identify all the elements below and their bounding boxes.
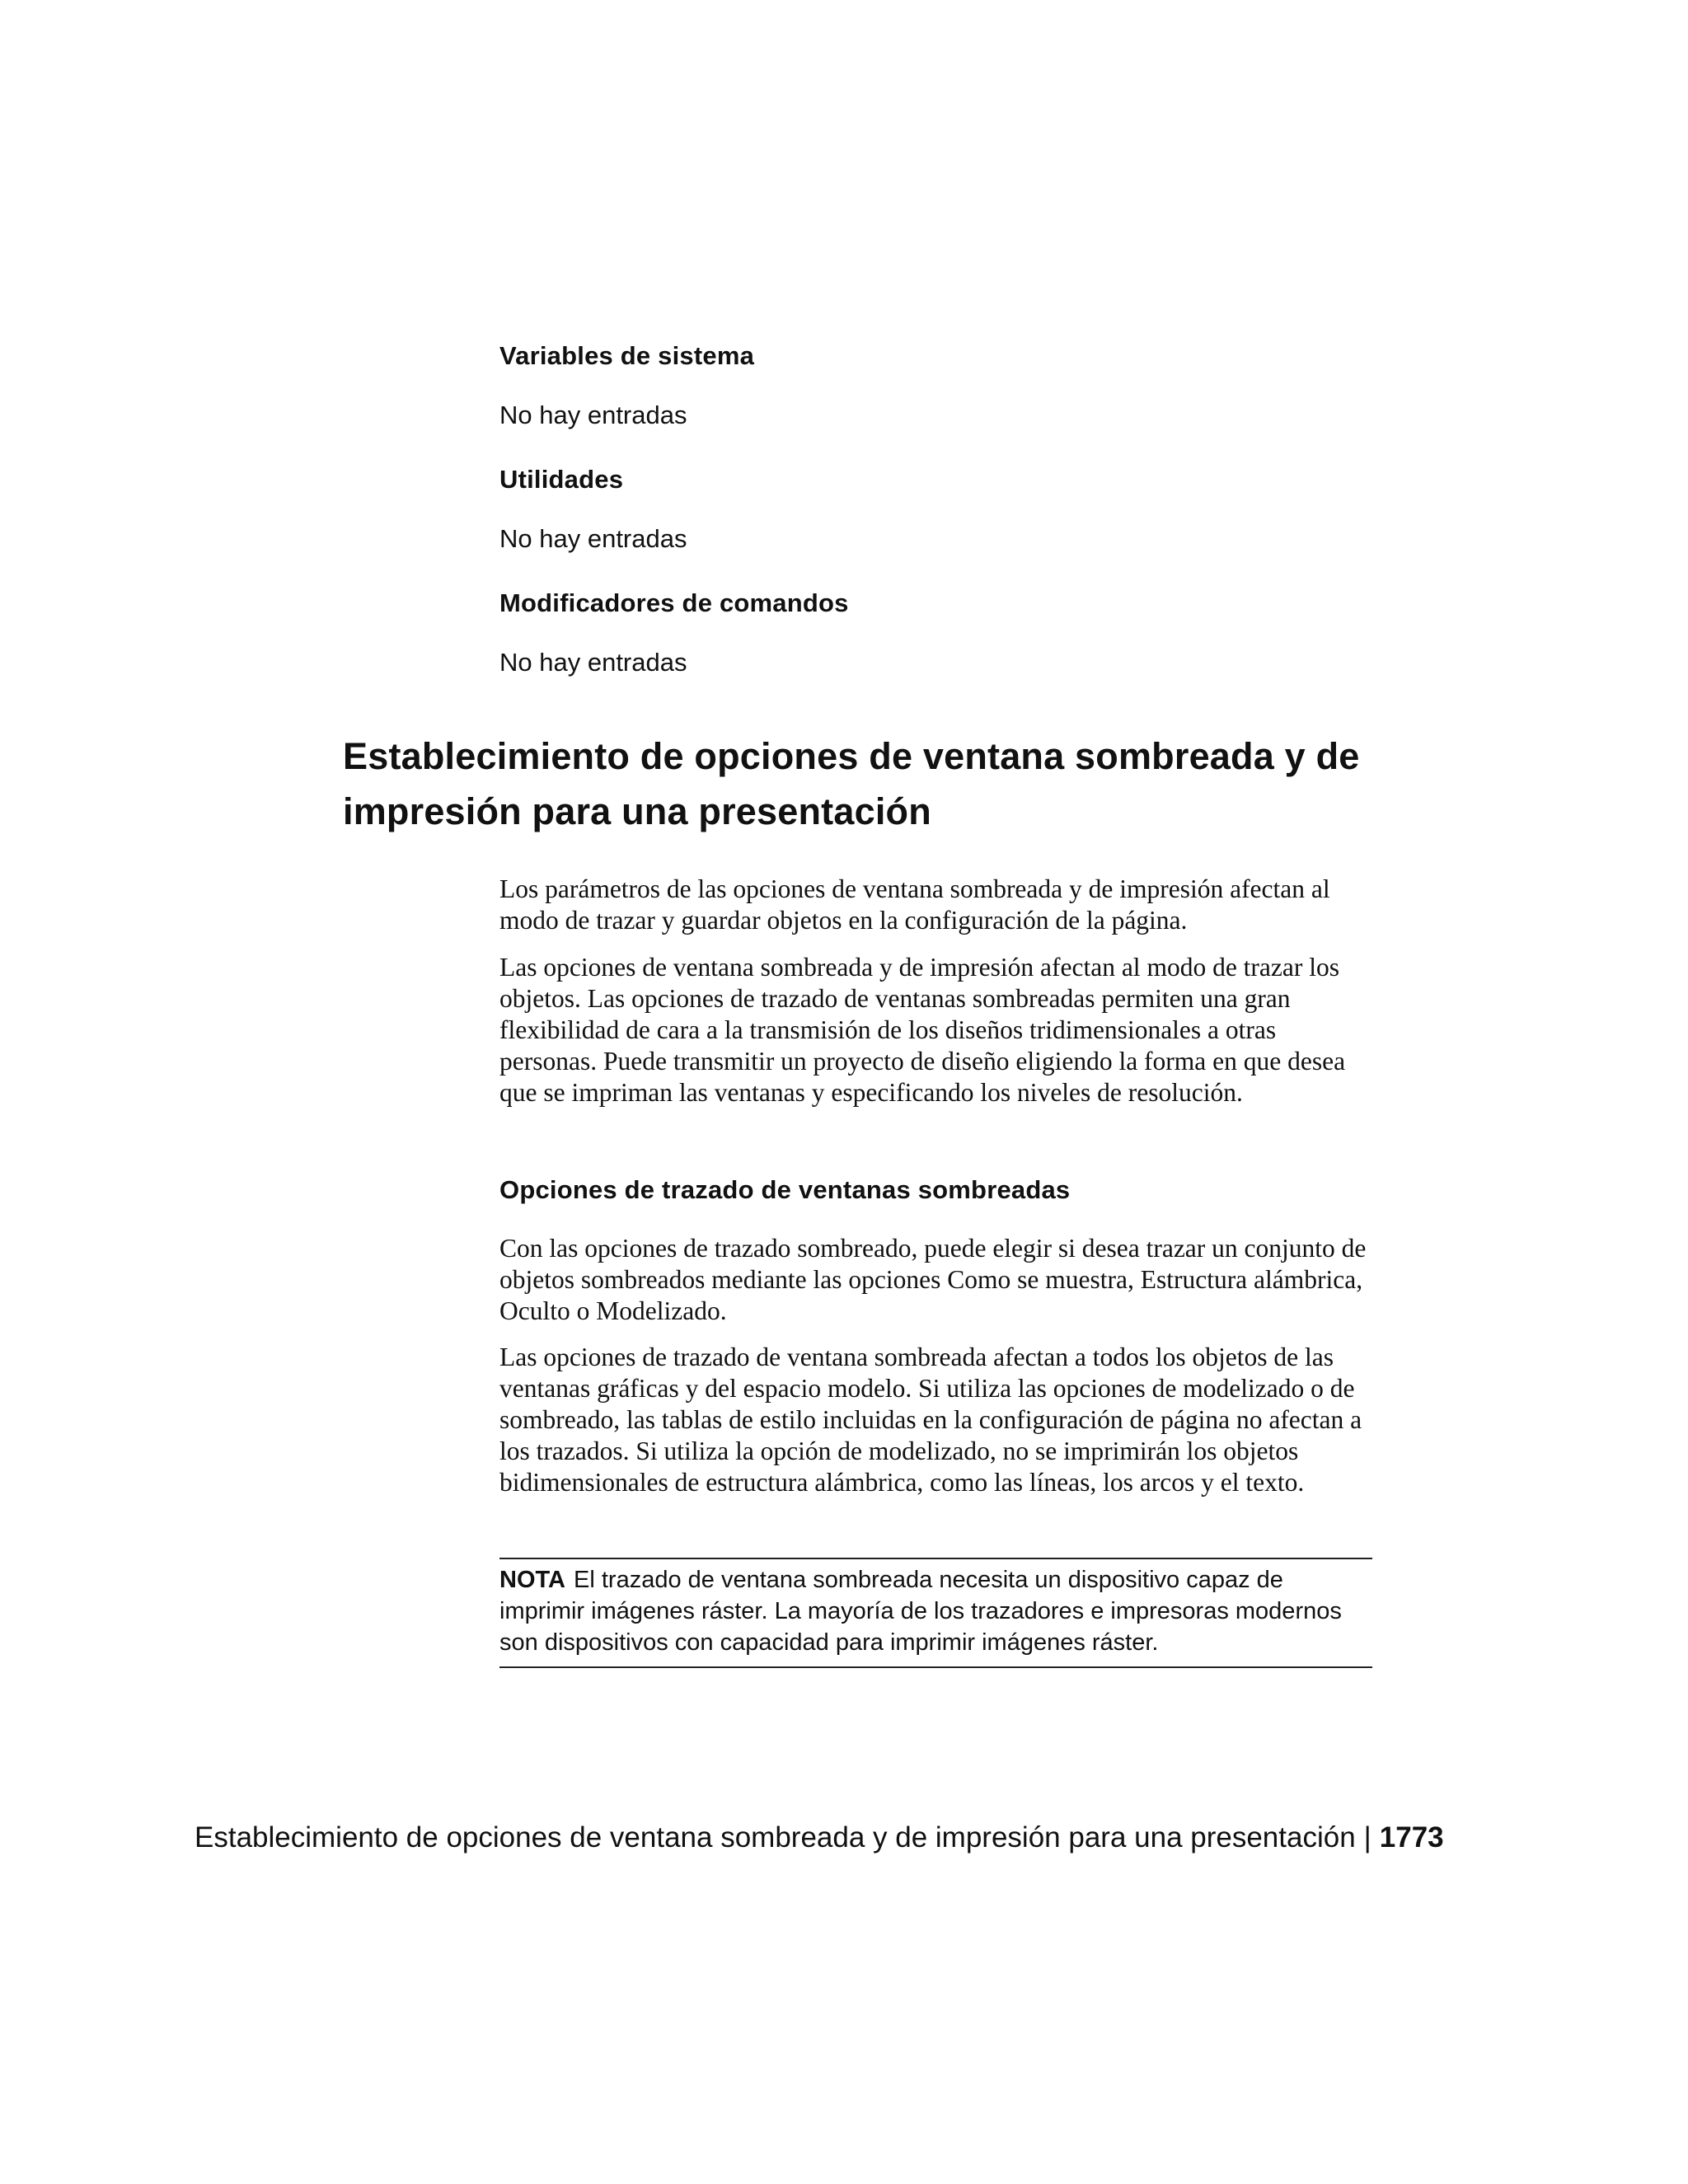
section-body-modificadores: No hay entradas [499,648,687,677]
intro-paragraph-1: Los parámetros de las opciones de ventana sombreada y de impresión afectan al modo de trazar y guardar objetos en la configuración de la página. [499,874,1330,935]
section-heading-utilidades: Utilidades [499,465,624,494]
note-label: NOTA [499,1567,566,1593]
main-heading: Establecimiento de opciones de ventana sombreada y de impresión para una presentación [343,735,1360,832]
page-footer [195,1820,1444,1856]
section-heading-variables: Variables de sistema [499,341,755,370]
note-content [499,1564,1372,1658]
note-text: El trazado de ventana sombreada necesita un dispositivo capaz de imprimir imágenes ráster. La mayoría de los trazadores e impresoras modernos son dispositivos con capacidad para imprimir imágenes ráster. [499,1567,1342,1656]
intro-paragraph-2: Las opciones de ventana sombreada y de impresión afectan al modo de trazar los objetos. Las opciones de trazado de ventanas sombreadas permiten una gran flexibilidad de cara a la transmisión de los diseños tridimensionales a otras personas. Puede transmitir un proyecto de diseño eligiendo la forma en que desea que se impriman las ventanas y especificando los niveles de resolución. [499,953,1346,1107]
section-heading-modificadores: Modificadores de comandos [499,588,849,617]
subsection-paragraph-2: Las opciones de trazado de ventana sombreada afectan a todos los objetos de las ventanas gráficas y del espacio modelo. Si utiliza las opciones de modelizado o de sombreado, las tablas de estilo incluidas en la configuración de página no afectan a los trazados. Si utiliza la opción de modelizado, no se imprimirán los objetos bidimensionales de estructura alámbrica, como las líneas, los arcos y el texto. [499,1343,1362,1497]
subsection-heading: Opciones de trazado de ventanas sombreadas [499,1175,1071,1204]
page-number: 1773 [1379,1821,1444,1854]
footer-separator: | [1363,1821,1372,1854]
section-body-utilidades: No hay entradas [499,524,687,553]
section-body-variables: No hay entradas [499,401,687,429]
footer-running-title: Establecimiento de opciones de ventana sombreada y de impresión para una presentación [195,1821,1356,1854]
note-box [499,1558,1372,1668]
subsection-paragraph-1: Con las opciones de trazado sombreado, puede elegir si desea trazar un conjunto de objetos sombreados mediante las opciones Como se muestra, Estructura alámbrica, Oculto o Modelizado. [499,1234,1367,1325]
